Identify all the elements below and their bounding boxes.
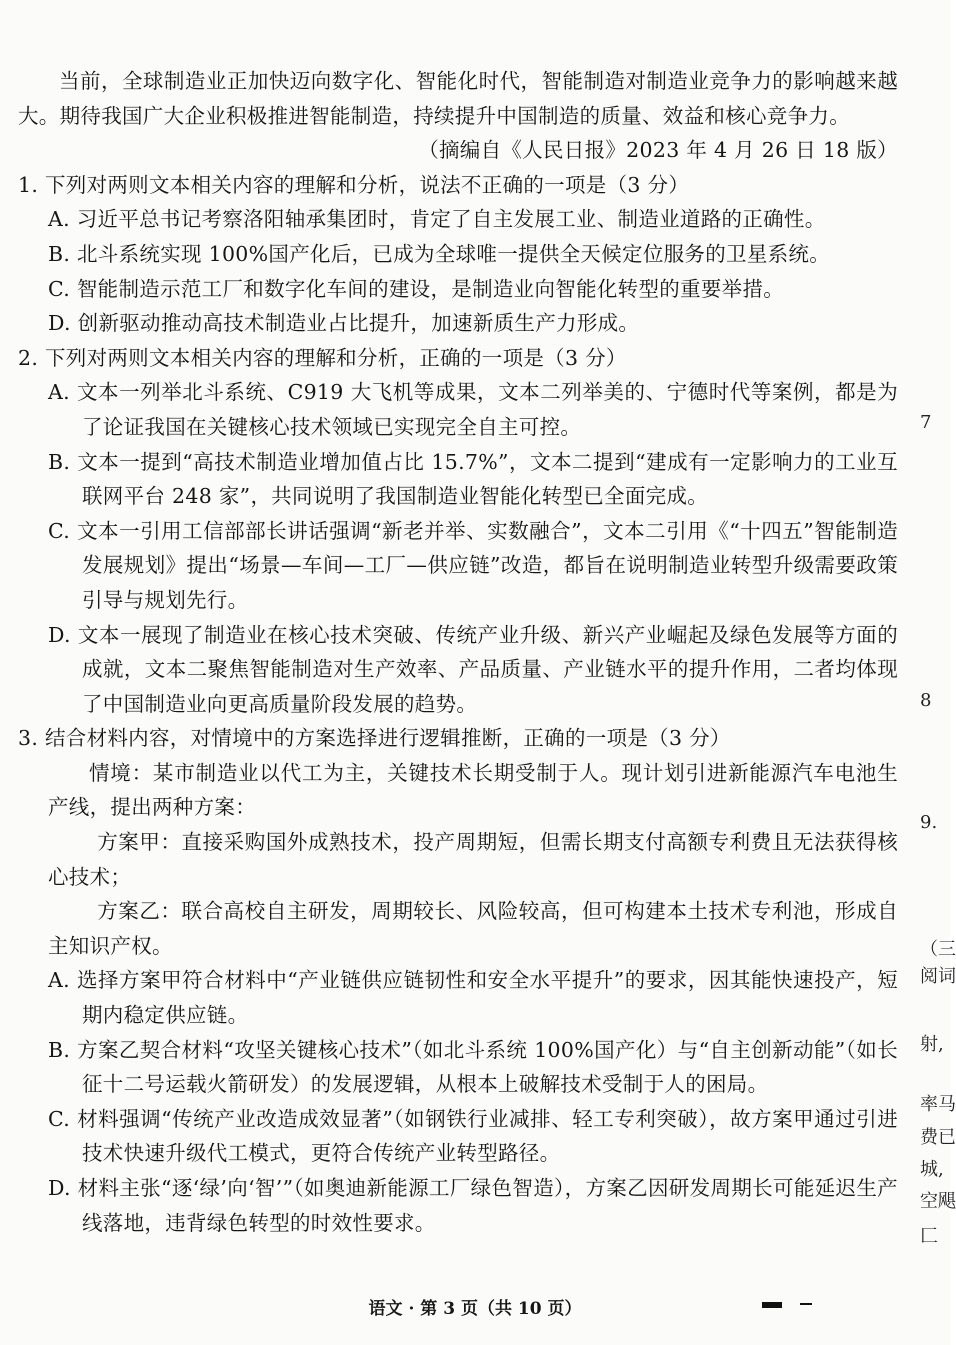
question-3-plan-b: 方案乙：联合高校自主研发，周期较长、风险较高，但可构建本土技术专利池，形成自主知识产权。 [48,899,898,958]
question-3-scenario: 情境：某市制造业以代工为主，关键技术长期受制于人。现计划引进新能源汽车电池生产线，提出两种方案： [48,760,898,820]
intro-paragraph: 当前，全球制造业正加快迈向数字化、智能化时代，智能制造对制造业竞争力的影响越来越大。期待我国广大企业积极推进智能制造，持续提升中国制造的质量、效益和核心竞争力。 [18,69,898,128]
question-1-stem: 1. 下列对两则文本相关内容的理解和分析，说法不正确的一项是（3 分） [18,172,690,197]
question-3-option-c: C. 材料强调“传统产业改造成效显著”（如钢铁行业减排、轻工专利突破），故方案甲通过引进技术快速升级代工模式，更符合传统产业转型路径。 [48,1106,898,1166]
side-fragment: 匚 [920,1226,938,1247]
side-fragment: 阅词 [920,966,956,987]
question-1-option-c: C. 智能制造示范工厂和数字化车间的建设，是制造业向智能化转型的重要举措。 [48,276,785,301]
page-footer: 语文 · 第 3 页（共 10 页） [368,1299,582,1319]
question-2-option-b: B. 文本一提到“高技术制造业增加值占比 15.7%”，文本二提到“建成有一定影响力的工业互联网平台 248 家”，共同说明了我国制造业智能化转型已全面完成。 [48,449,898,509]
question-2-option-a: A. 文本一列举北斗系统、C919 大飞机等成果，文本二列举美的、宁德时代等案例，都是为了论证我国在关键核心技术领域已实现完全自主可控。 [48,380,898,439]
side-fragment: 空飓 [920,1191,956,1212]
side-fragment: 8 [920,690,932,711]
side-fragment: 费已 [920,1127,956,1148]
side-fragment: 率马 [920,1094,956,1115]
question-3-option-a: A. 选择方案甲符合材料中“产业链供应链韧性和安全水平提升”的要求，因其能快速投产，短期内稳定供应链。 [48,968,898,1028]
registration-mark [762,1302,782,1308]
question-2-option-d: D. 文本一展现了制造业在核心技术突破、传统产业升级、新兴产业崛起及绿色发展等方面的成就，文本二聚焦智能制造对生产效率、产品质量、产业链水平的提升作用，二者均体现了中国制造业向更高质量阶段发展的趋势。 [48,622,898,716]
side-fragment: 7 [920,412,932,433]
question-1-option-a: A. 习近平总书记考察洛阳轴承集团时，肯定了自主发展工业、制造业道路的正确性。 [48,207,826,232]
question-3-stem: 3. 结合材料内容，对情境中的方案选择进行逻辑推断，正确的一项是（3 分） [18,726,731,751]
side-fragment: 城, [920,1159,944,1180]
side-fragment: 9. [920,812,938,833]
question-1-option-d: D. 创新驱动推动高技术制造业占比提升，加速新质生产力形成。 [48,311,640,336]
intro-source: （摘编自《人民日报》2023 年 4 月 26 日 18 版） [418,138,898,163]
exam-content [18,64,898,1240]
question-3-option-d: D. 材料主张“逐‘绿’向‘智’”（如奥迪新能源工厂绿色智造），方案乙因研发周期长可能延迟生产线落地，违背绿色转型的时效性要求。 [48,1176,898,1235]
side-fragment: 射, [920,1034,944,1055]
question-2-stem: 2. 下列对两则文本相关内容的理解和分析，正确的一项是（3 分） [18,345,627,370]
registration-mark [800,1303,812,1305]
question-2-option-c: C. 文本一引用工信部部长讲话强调“新老并举、实数融合”，文本二引用《“十四五”智能制造发展规划》提出“场景—车间—工厂—供应链”改造，都旨在说明制造业转型升级需要政策引导与规划先行。 [48,518,898,612]
question-3-option-b: B. 方案乙契合材料“攻坚关键核心技术”（如北斗系统 100%国产化）与“自主创新动能”（如长征十二号运载火箭研发）的发展逻辑，从根本上破解技术受制于人的困局。 [48,1037,898,1097]
question-1-option-b: B. 北斗系统实现 100%国产化后，已成为全球唯一提供全天候定位服务的卫星系统。 [48,241,831,266]
question-3-plan-a: 方案甲：直接采购国外成熟技术，投产周期短，但需长期支付高额专利费且无法获得核心技术； [48,830,898,889]
side-fragment: （三 [920,939,956,960]
